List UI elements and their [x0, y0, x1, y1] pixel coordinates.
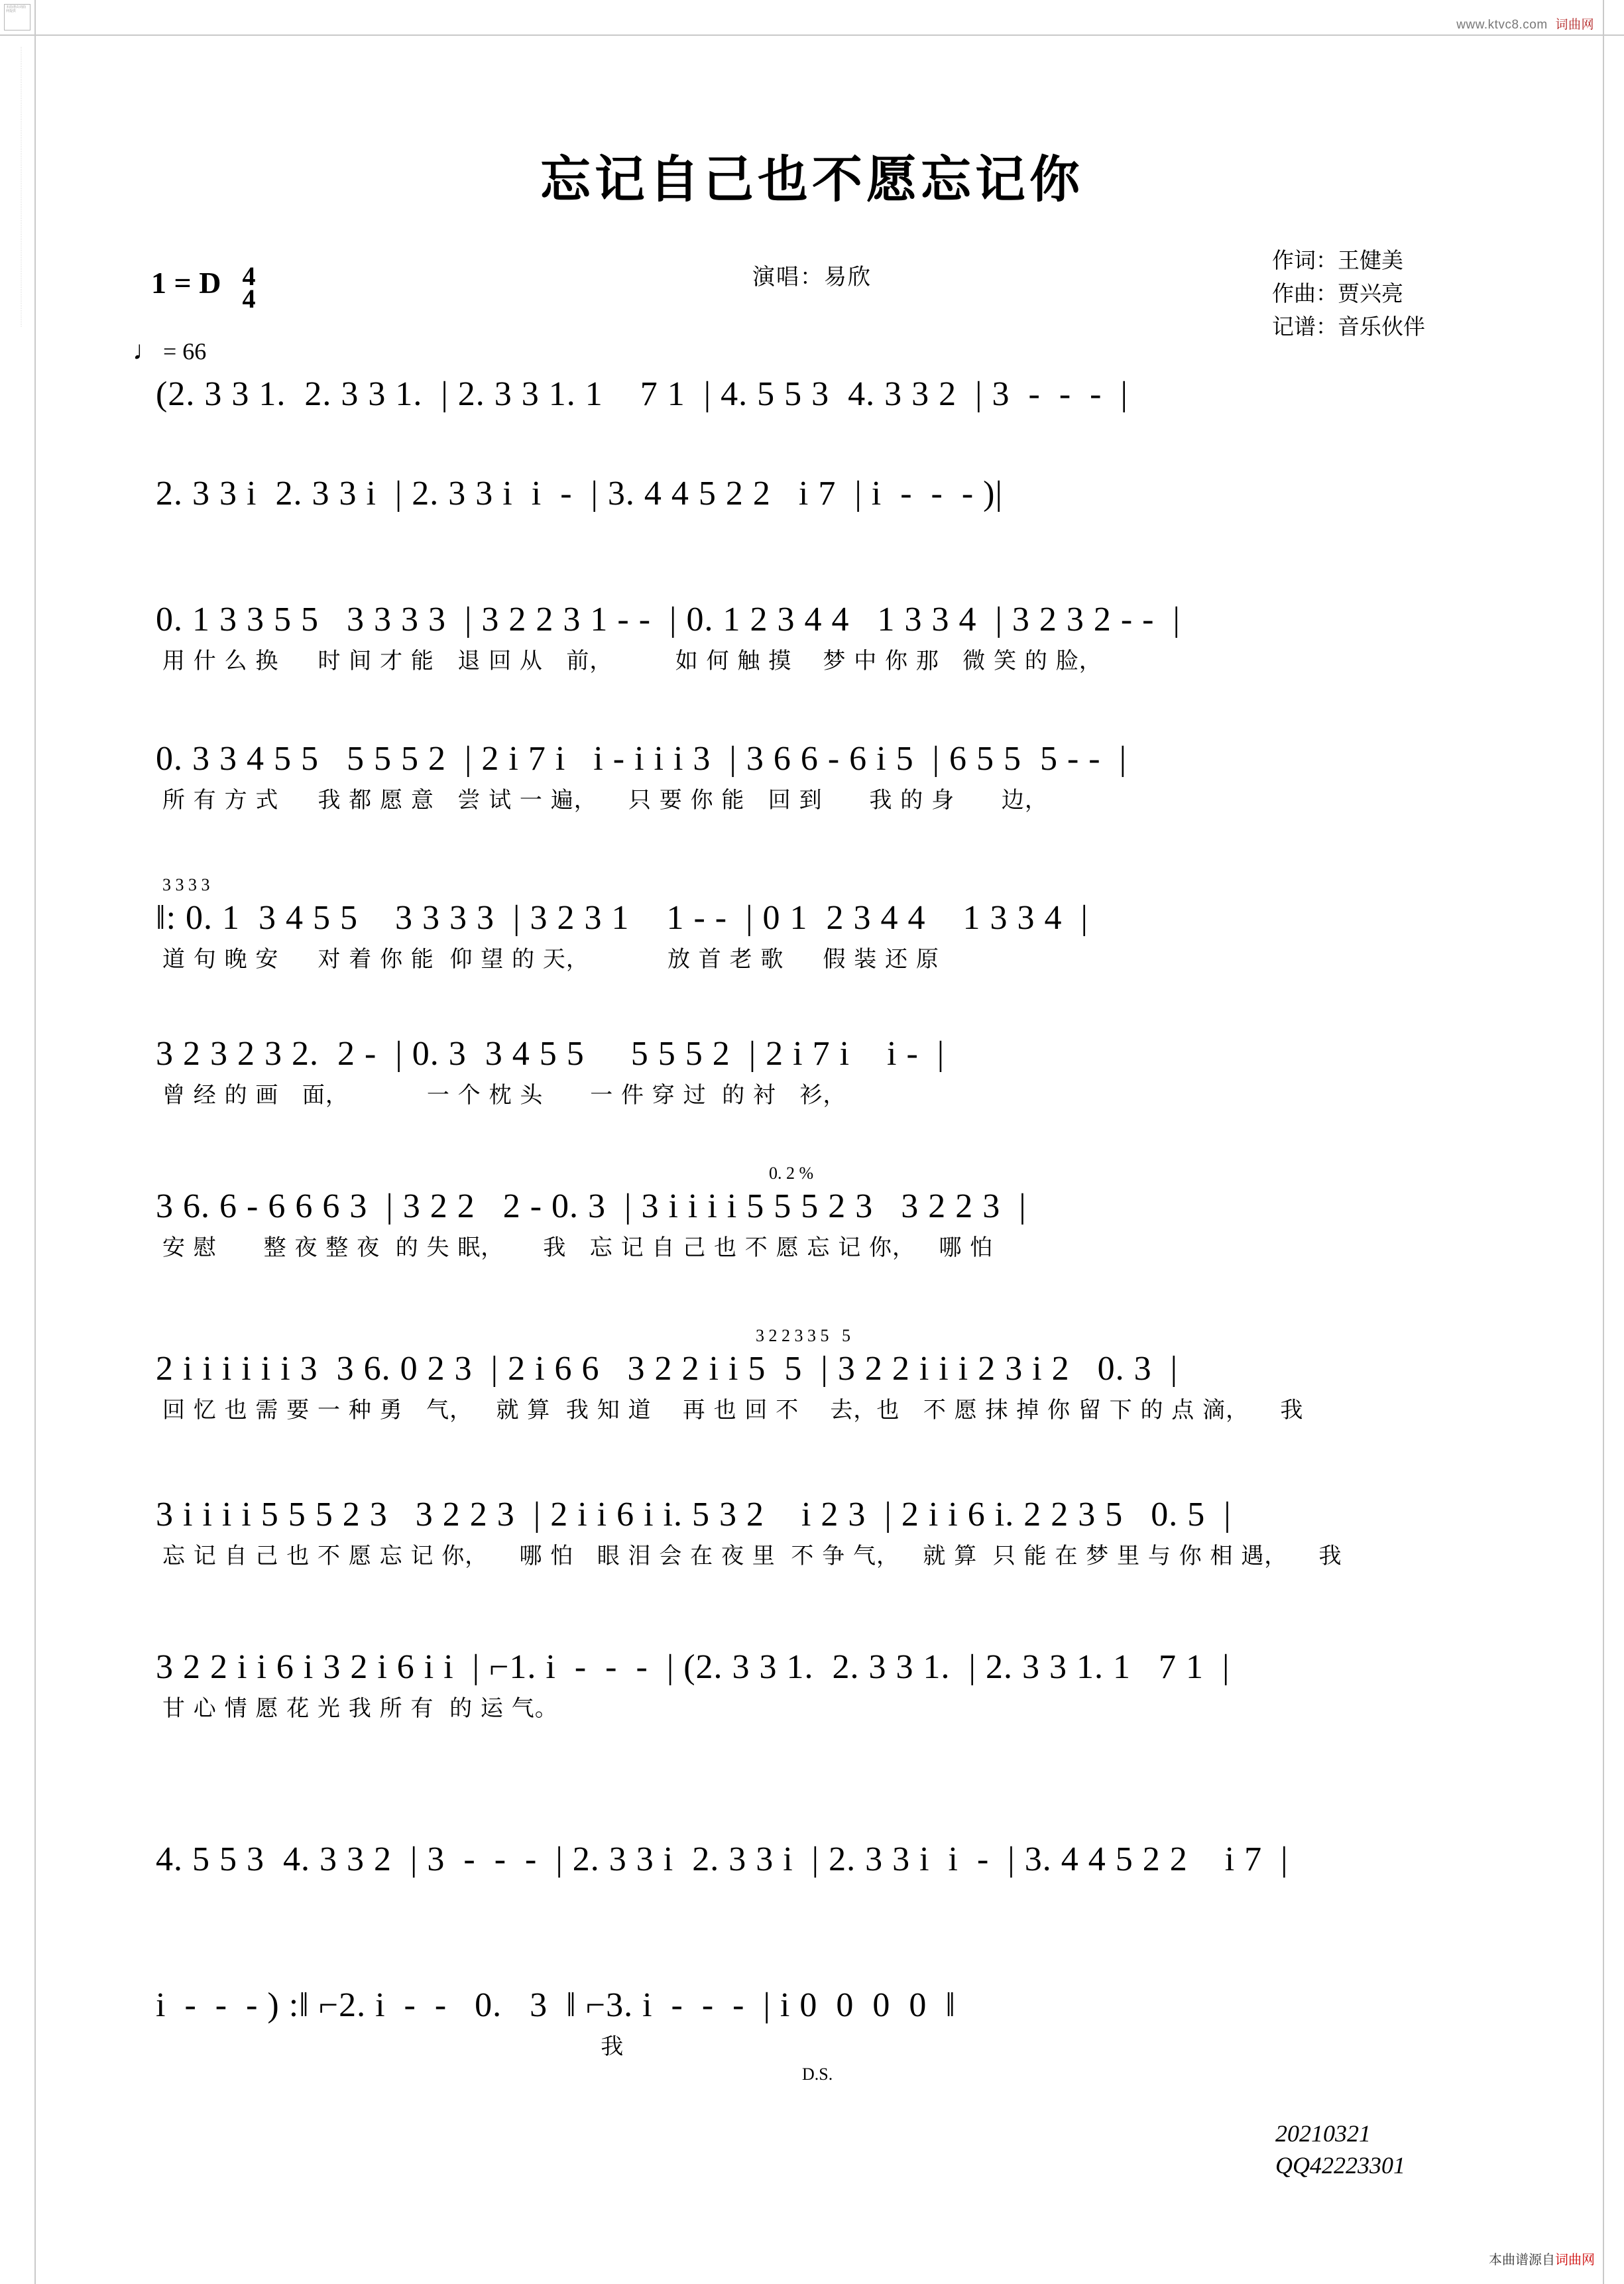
notation-line: ‖: 0. 1 3 4 5 5 3 3 3 3 | 3 2 3 1 1 - - | 0 1 2 3 4 4 1 3 3 4 | — [156, 899, 1088, 937]
composer-credit: 作曲：贾兴亮 — [1272, 280, 1403, 306]
music-system-5 — [0, 875, 1624, 977]
site-url-cn: 词曲网 — [1555, 18, 1594, 32]
lyrics-line: 忘 记 自 己 也 不 愿 忘 记 你， 哪 怕 眼 泪 会 在 夜 里 不 争 气， 就 算 只 能 在 梦 里 与 你 相 遇， 我 — [162, 1543, 1342, 1569]
music-system-3 — [0, 597, 1624, 679]
lyrics-line: 曾 经 的 画 面， 一 个 枕 头 一 件 穿 过 的 衬 衫， — [162, 1082, 846, 1109]
music-system-8 — [0, 1326, 1624, 1428]
site-url — [1456, 15, 1594, 32]
time-signature-numerator: 4 — [242, 261, 256, 291]
notation-line: 3 6. 6 - 6 6 6 3 | 3 2 2 2 - 0. 3 | 3 i i i i 5 5 5 2 3 3 2 2 3 | — [156, 1187, 1027, 1225]
quarter-note-icon: ♩ — [133, 335, 159, 365]
ds-marking: D.S. — [802, 2065, 833, 2084]
lyrics-line: 道 句 晚 安 对 着 你 能 仰 望 的 天， 放 首 老 歌 假 装 还 原 — [162, 946, 939, 973]
tempo-marking — [133, 335, 206, 366]
key-signature-label: 1 = D — [151, 266, 221, 300]
lyrics-line: 我 — [162, 2033, 624, 2060]
music-system-7 — [0, 1164, 1624, 1266]
notation-line: (2. 3 3 1. 2. 3 3 1. | 2. 3 3 1. 1 7 1 | 4. 5 5 3 4. 3 3 2 | 3 - - - | — [156, 375, 1128, 413]
music-system-1 — [0, 371, 1624, 418]
music-system-11 — [0, 1836, 1624, 1883]
notation-line: 3 2 3 2 3 2. 2 - | 0. 3 3 4 5 5 5 5 5 2 | 2 i 7 i i - | — [156, 1035, 945, 1073]
notation-line: 2. 3 3 i 2. 3 3 i | 2. 3 3 i i - | 3. 4 4 5 2 2 i 7 | i - - - )| — [156, 475, 1003, 512]
lyrics-line: 回 忆 也 需 要 一 种 勇 气， 就 算 我 知 道 再 也 回 不 去，也 不 愿 抹 掉 你 留 下 的 点 滴， 我 — [162, 1397, 1304, 1423]
notation-line: 2 i i i i i i 3 3 6. 0 2 3 | 2 i 6 6 3 2 2 i i 5 5 | 3 2 2 i i i 2 3 i 2 0. 3 | — [156, 1350, 1179, 1388]
time-signature-denominator: 4 — [242, 284, 256, 314]
page-border-left — [34, 0, 36, 2284]
footer-watermark — [1489, 2249, 1595, 2268]
score-date: 20210321 — [1275, 2120, 1371, 2147]
footer-watermark-cn: 词曲网 — [1555, 2253, 1595, 2267]
notation-line: 3 i i i i 5 5 5 2 3 3 2 2 3 | 2 i i 6 i i. 5 3 2 i 2 3 | 2 i i 6 i. 2 2 3 5 0. 5 | — [156, 1496, 1232, 1533]
corner-watermark: 本曲谱由词曲网提供 — [4, 4, 30, 30]
tempo-value: = 66 — [163, 338, 207, 365]
music-system-12 — [0, 1982, 1624, 2084]
signature-block — [1275, 2118, 1405, 2181]
notation-line: 3 2 2 i i 6 i 3 2 i 6 i i | ⌐1. i - - - | (2. 3 3 1. 2. 3 3 1. | 2. 3 3 1. 1 7 1 | — [156, 1648, 1230, 1686]
time-signature — [242, 261, 256, 314]
credits-block — [1272, 244, 1425, 343]
page-title: 忘记自己也不愿忘记你 — [540, 150, 1084, 209]
grace-notes: 0. 2 % — [769, 1164, 814, 1183]
edge-tick-marks: ······························································································································································· — [18, 46, 24, 328]
lyrics-line: 安 慰 整 夜 整 夜 的 失 眠， 我 忘 记 自 己 也 不 愿 忘 记 你， 哪 怕 — [162, 1234, 994, 1261]
transcriber-credit: 记谱：音乐伙伴 — [1272, 314, 1425, 339]
music-system-6 — [0, 1031, 1624, 1113]
music-system-10 — [0, 1644, 1624, 1726]
lyrics-line: 甘 心 情 愿 花 光 我 所 有 的 运 气。 — [162, 1695, 558, 1722]
notation-line: 0. 3 3 4 5 5 5 5 5 2 | 2 i 7 i i - i i i 3 | 3 6 6 - 6 i 5 | 6 5 5 5 - - | — [156, 740, 1128, 778]
singer-credit: 演唱：易欣 — [752, 264, 872, 290]
site-url-text: www.ktvc8.com — [1456, 18, 1548, 32]
notation-line: 4. 5 5 3 4. 3 3 2 | 3 - - - | 2. 3 3 i 2. 3 3 i | 2. 3 3 i i - | 3. 4 4 5 2 2 i 7 | — [156, 1840, 1289, 1878]
grace-notes: 3 3 3 3 — [162, 875, 210, 894]
footer-watermark-text: 本曲谱源自 — [1489, 2253, 1555, 2267]
score-qq: QQ42223301 — [1275, 2152, 1405, 2179]
page-border-right — [1603, 0, 1604, 2284]
grace-notes: 3 2 2 3 3 5 5 — [756, 1326, 850, 1345]
lyrics-line: 用 什 么 换 时 间 才 能 退 回 从 前， 如 何 触 摸 梦 中 你 那 微 笑 的 脸， — [162, 648, 1102, 674]
page-border-top — [0, 34, 1624, 36]
lyrics-line: 所 有 方 式 我 都 愿 意 尝 试 一 遍， 只 要 你 能 回 到 我 的 身 边， — [162, 787, 1048, 813]
notation-line: 0. 1 3 3 5 5 3 3 3 3 | 3 2 2 3 1 - - | 0. 1 2 3 4 4 1 3 3 4 | 3 2 3 2 - - | — [156, 601, 1181, 638]
music-system-2 — [0, 471, 1624, 517]
music-system-9 — [0, 1492, 1624, 1574]
music-system-4 — [0, 736, 1624, 818]
lyricist-credit: 作词：王健美 — [1272, 247, 1403, 273]
key-signature — [151, 261, 256, 314]
notation-line: i - - - ) :‖ ⌐2. i - - 0. 3 ‖ ⌐3. i - - - | i 0 0 0 0 ‖ — [156, 1986, 956, 2024]
